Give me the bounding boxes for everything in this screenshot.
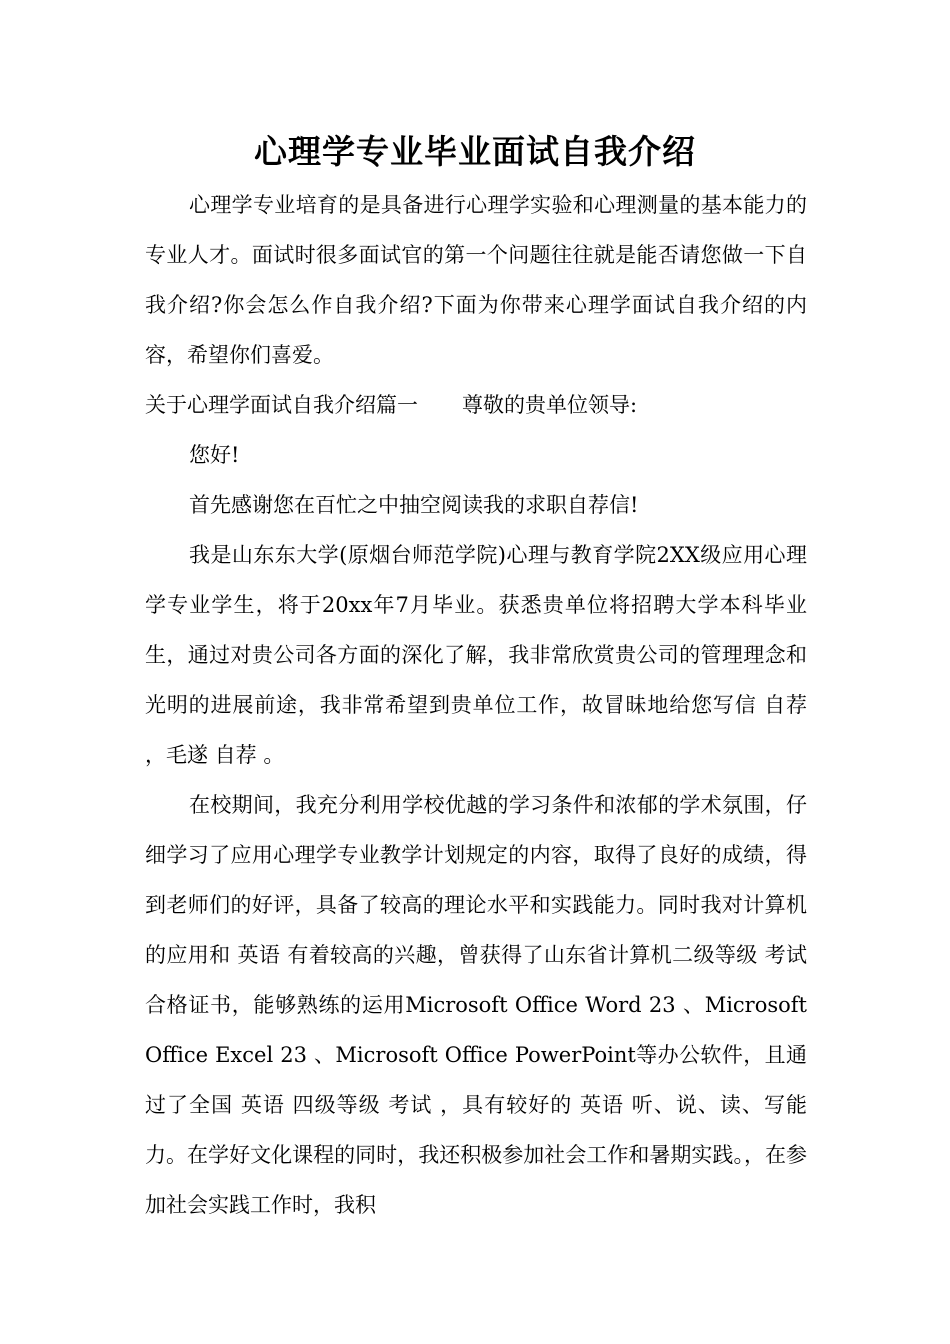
greeting-paragraph: 您好!	[189, 443, 240, 467]
document-title: 心理学专业毕业面试自我介绍	[254, 132, 696, 171]
body-paragraph-1: 首先感谢您在百忙之中抽空阅读我的求职自荐信!	[189, 493, 639, 517]
intro-paragraph: 心理学专业培育的是具备进行心理学实验和心理测量的基本能力的专业人才。面试时很多面试官的第一个问题往往就是能否请您做一下自我介绍?你会怎么作自我介绍?下面为你带来心理学面试自我介绍的内容，希望你们喜爱。	[145, 193, 807, 367]
body-paragraph-3: 在校期间，我充分利用学校优越的学习条件和浓郁的学术氛围，仔细学习了应用心理学专业教学计划规定的内容，取得了良好的成绩，得到老师们的好评，具备了较高的理论水平和实践能力。同时我对计算机的应用和 英语 有着较高的兴趣，曾获得了山东省计算机二级等级 考试 合格证书，能够熟练的运用Microsoft Office Word 23 、Microsoft Office Excel 23 、Microsoft Office PowerPoint等办公软件，且通过了全国 英语 四级等级 考试 ，具有较好的 英语 听、说、读、写能力。在学好文化课程的同时，我还积极参加社会工作和暑期实践。，在参加社会实践工作时，我积	[145, 793, 807, 1217]
body-paragraph-2: 我是山东东大学(原烟台师范学院)心理与教育学院2XX级应用心理学专业学生，将于20xx年7月毕业。获悉贵单位将招聘大学本科毕业生，通过对贵公司各方面的深化了解，我非常欣赏贵公司的管理理念和光明的进展前途，我非常希望到贵单位工作，故冒昧地给您写信 自荐 ，毛遂 自荐 。	[145, 543, 807, 767]
salutation: 尊敬的贵单位领导:	[462, 393, 638, 417]
section-heading-line	[145, 380, 807, 430]
section-heading: 关于心理学面试自我介绍篇一	[145, 393, 418, 417]
document-body	[145, 180, 807, 1230]
